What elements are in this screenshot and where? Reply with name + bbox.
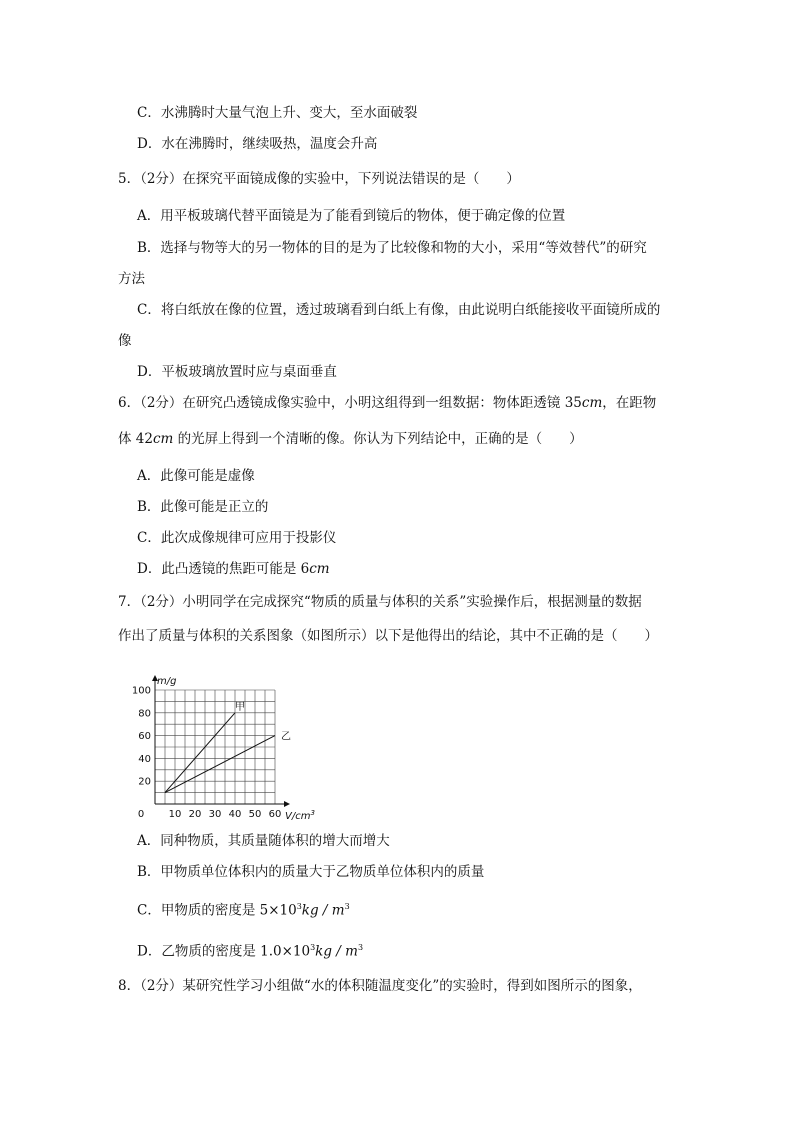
q7-option-c [137, 899, 350, 919]
x-tick-label: 40 [228, 809, 242, 820]
y-tick-label: 80 [138, 708, 151, 720]
q5-option-a: A．用平板玻璃代替平面镜是为了能看到镜后的物体，便于确定像的位置 [137, 208, 566, 224]
x-tick-label: 50 [248, 809, 262, 820]
q6-option-d [137, 561, 330, 577]
q7-d-exp: 3 [310, 943, 316, 952]
q6-unit-1: cm [581, 395, 603, 411]
series-line-yi [165, 736, 275, 793]
q7-option-d [137, 940, 363, 960]
question-8: 8．（2分）某研究性学习小组做“水的体积随温度变化”的实验时，得到如图所示的图象， [118, 978, 642, 994]
q7-c-exp: 3 [296, 902, 302, 911]
q7-c-text: C．甲物质的密度是 5×10 [137, 902, 297, 919]
question-6 [118, 395, 656, 411]
y-tick-label: 40 [138, 753, 151, 765]
q6-unit-2: cm [152, 431, 174, 447]
q7-d-unit: kg / m [315, 943, 358, 960]
q6-option-a: A．此像可能是虚像 [137, 468, 255, 484]
x-tick-label: 20 [188, 809, 202, 820]
x-tick-label: 60 [268, 809, 282, 820]
q4-option-c: C．水沸腾时大量气泡上升、变大，至水面破裂 [137, 105, 418, 121]
y-axis-label: m/g [157, 676, 177, 687]
q7-c-unit: kg / m [301, 902, 345, 919]
y-tick-label: 100 [131, 685, 151, 697]
q6-d-unit: cm [309, 561, 330, 577]
x-axis-label: $V/cm^3$ [285, 809, 315, 822]
q5-option-c: C．将白纸放在像的位置，透过玻璃看到白纸上有像，由此说明白纸能接收平面镜所成的 [137, 302, 661, 318]
q7-option-a: A．同种物质，其质量随体积的增大而增大 [137, 833, 390, 849]
x-tick-label: 10 [168, 809, 182, 820]
q6-d-text: D．此凸透镜的焦距可能是 6 [137, 561, 310, 577]
series-line-jia [165, 713, 235, 793]
question-7: 7．（2分）小明同学在完成探究“物质的质量与体积的关系”实验操作后，根据测量的数据 [118, 594, 642, 610]
question-5: 5．（2分）在探究平面镜成像的实验中，下列说法错误的是（ ） [118, 171, 520, 187]
q5-option-b: B．选择与物等大的另一物体的目的是为了比较像和物的大小，采用“等效替代”的研究 [137, 240, 647, 256]
x-axis-label-exponent: 3 [310, 809, 315, 817]
q5-option-b-cont: 方法 [118, 271, 145, 287]
y-tick-label: 60 [138, 731, 151, 743]
series-name-label: 甲 [235, 701, 245, 713]
origin-label: 0 [137, 809, 145, 820]
q4-option-d: D．水在沸腾时，继续吸热，温度会升高 [137, 136, 378, 152]
q5-option-c-cont: 像 [118, 333, 132, 349]
q6-text-3: 体 42 [118, 431, 153, 447]
question-7-cont: 作出了质量与体积的关系图象（如图所示）以下是他得出的结论，其中不正确的是（ ） [118, 628, 658, 644]
series-name-label: 乙 [281, 731, 291, 743]
q6-option-c: C．此次成像规律可应用于投影仪 [137, 530, 337, 546]
q6-text-1: 6．（2分）在研究凸透镜成像实验中，小明这组得到一组数据：物体距透镜 35 [118, 395, 582, 411]
question-6-cont [118, 431, 583, 447]
q7-d-unit-exp: 3 [357, 943, 364, 952]
q7-c-unit-exp: 3 [344, 902, 350, 911]
q7-d-text: D．乙物质的密度是 1.0×10 [137, 943, 311, 960]
q6-text-2: ，在距物 [602, 395, 657, 411]
q7-option-b: B．甲物质单位体积内的质量大于乙物质单位体积内的质量 [137, 864, 485, 880]
y-tick-label: 20 [138, 776, 151, 788]
q6-option-b: B．此像可能是正立的 [137, 499, 269, 515]
q6-text-4: 的光屏上得到一个清晰的像。你认为下列结论中，正确的是（ ） [173, 431, 583, 447]
q5-option-d: D．平板玻璃放置时应与桌面垂直 [137, 364, 337, 380]
mass-volume-chart [120, 662, 350, 822]
x-tick-label: 30 [208, 809, 222, 820]
